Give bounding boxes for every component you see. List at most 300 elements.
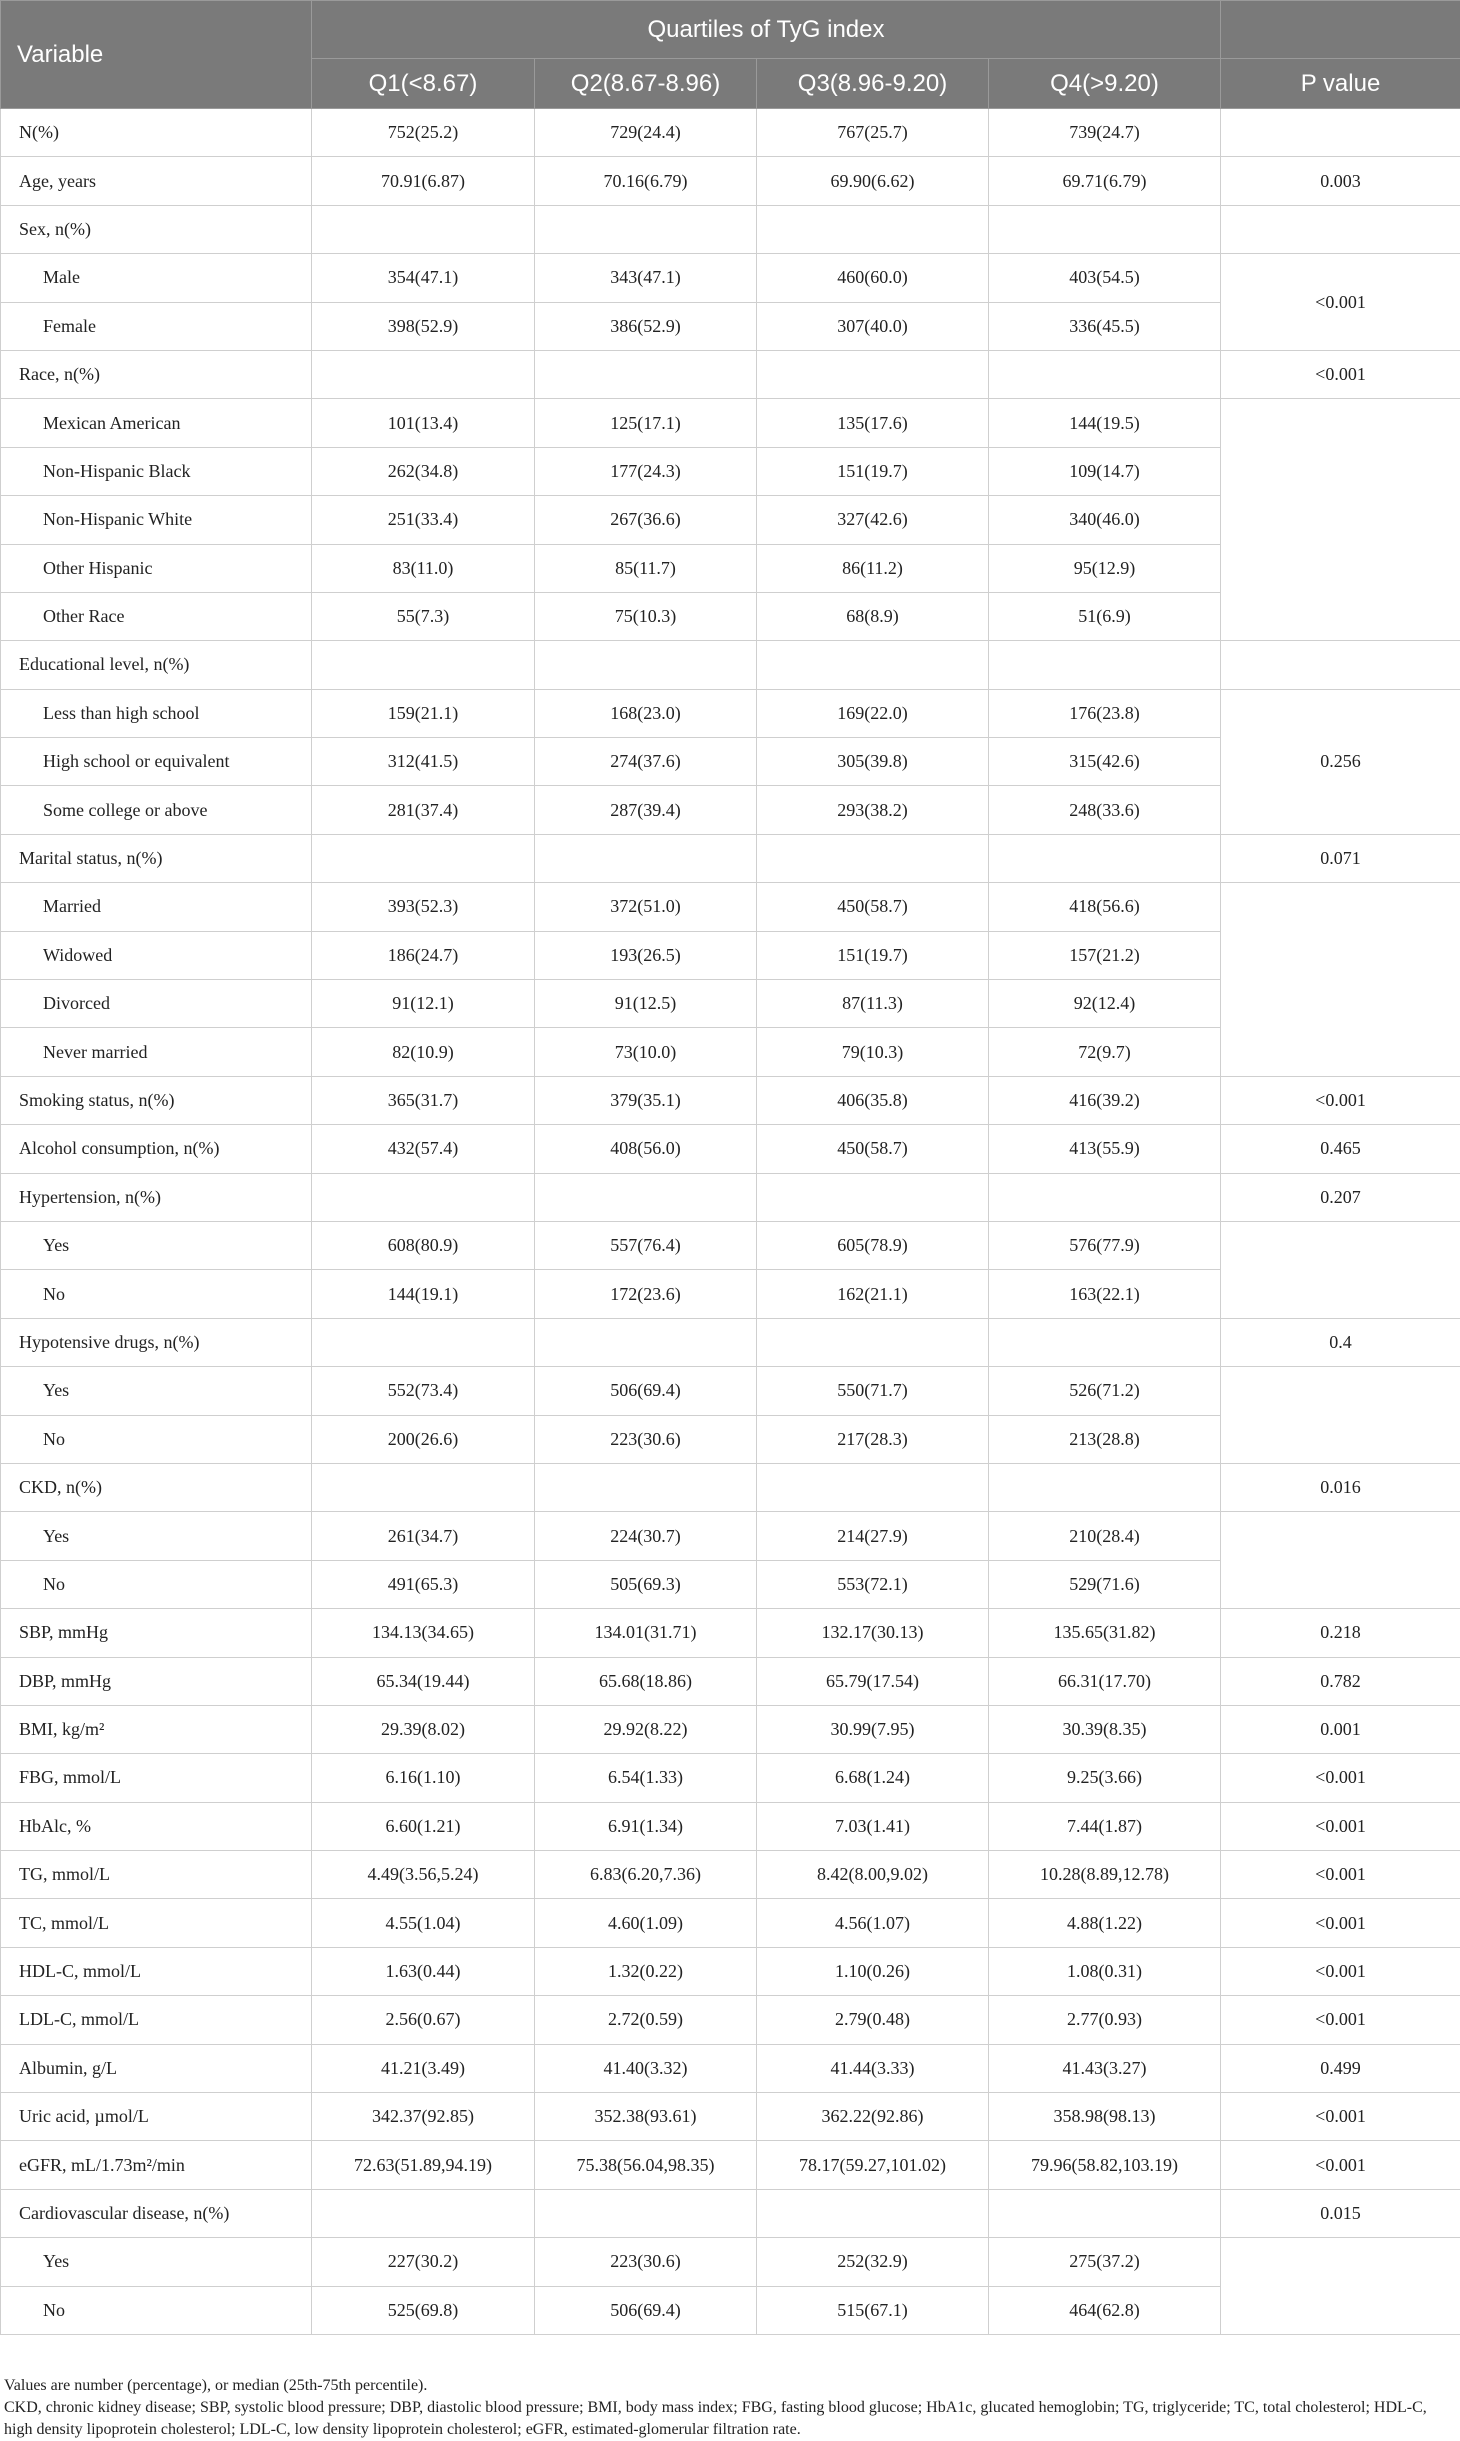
q4-cell: 413(55.9)	[989, 1125, 1221, 1173]
row-label: Mexican American	[1, 399, 312, 447]
q2-cell: 75.38(56.04,98.35)	[535, 2141, 757, 2189]
q3-cell: 78.17(59.27,101.02)	[757, 2141, 989, 2189]
row-label: Cardiovascular disease, n(%)	[1, 2189, 312, 2237]
q4-cell	[989, 834, 1221, 882]
q3-cell: 86(11.2)	[757, 544, 989, 592]
p-value-cell: <0.001	[1221, 1996, 1460, 2044]
q2-cell: 75(10.3)	[535, 592, 757, 640]
row-label: Hypertension, n(%)	[1, 1173, 312, 1221]
table-row	[1, 1802, 1460, 1850]
q4-cell: 576(77.9)	[989, 1221, 1221, 1269]
row-label: Uric acid, µmol/L	[1, 2093, 312, 2141]
q3-cell: 6.68(1.24)	[757, 1754, 989, 1802]
table-row	[1, 1512, 1460, 1560]
q2-cell: 1.32(0.22)	[535, 1947, 757, 1995]
q1-cell: 83(11.0)	[312, 544, 535, 592]
row-label: No	[1, 1560, 312, 1608]
q4-cell	[989, 1173, 1221, 1221]
q2-cell: 729(24.4)	[535, 109, 757, 157]
q3-cell: 4.56(1.07)	[757, 1899, 989, 1947]
q2-cell: 6.83(6.20,7.36)	[535, 1851, 757, 1899]
table-row	[1, 350, 1460, 398]
row-label: Yes	[1, 2238, 312, 2286]
p-value-cell: 0.003	[1221, 157, 1460, 205]
q2-cell: 506(69.4)	[535, 1367, 757, 1415]
q3-cell: 87(11.3)	[757, 980, 989, 1028]
p-value-cell: <0.001	[1221, 1754, 1460, 1802]
q2-cell	[535, 1318, 757, 1366]
q3-cell: 132.17(30.13)	[757, 1609, 989, 1657]
row-label: Female	[1, 302, 312, 350]
table-body	[1, 109, 1460, 2335]
table-row	[1, 254, 1460, 302]
p-value-cell: <0.001	[1221, 254, 1460, 351]
table-row	[1, 1754, 1460, 1802]
q3-cell: 217(28.3)	[757, 1415, 989, 1463]
row-label: Yes	[1, 1221, 312, 1269]
q1-cell: 354(47.1)	[312, 254, 535, 302]
q2-cell: 70.16(6.79)	[535, 157, 757, 205]
row-label: Less than high school	[1, 689, 312, 737]
q2-cell: 6.91(1.34)	[535, 1802, 757, 1850]
q3-cell: 460(60.0)	[757, 254, 989, 302]
q2-cell: 85(11.7)	[535, 544, 757, 592]
q4-cell: 66.31(17.70)	[989, 1657, 1221, 1705]
table-row	[1, 641, 1460, 689]
p-value-cell: <0.001	[1221, 2093, 1460, 2141]
q3-cell: 68(8.9)	[757, 592, 989, 640]
q1-cell: 55(7.3)	[312, 592, 535, 640]
table-row	[1, 1173, 1460, 1221]
row-label: TC, mmol/L	[1, 1899, 312, 1947]
q4-cell	[989, 1318, 1221, 1366]
q4-cell: 163(22.1)	[989, 1270, 1221, 1318]
table-row	[1, 1657, 1460, 1705]
q2-cell	[535, 205, 757, 253]
table-row	[1, 2141, 1460, 2189]
row-label: Other Hispanic	[1, 544, 312, 592]
row-label: High school or equivalent	[1, 738, 312, 786]
q4-cell: 9.25(3.66)	[989, 1754, 1221, 1802]
q4-cell: 340(46.0)	[989, 496, 1221, 544]
q1-header: Q1(<8.67)	[312, 59, 535, 109]
table-row	[1, 1367, 1460, 1415]
table-row	[1, 1318, 1460, 1366]
q2-cell: 274(37.6)	[535, 738, 757, 786]
table-row	[1, 109, 1460, 157]
q1-cell: 312(41.5)	[312, 738, 535, 786]
q2-header: Q2(8.67-8.96)	[535, 59, 757, 109]
q4-cell: 403(54.5)	[989, 254, 1221, 302]
p-value-cell: <0.001	[1221, 1802, 1460, 1850]
q2-cell	[535, 834, 757, 882]
q1-cell: 262(34.8)	[312, 447, 535, 495]
q4-cell: 2.77(0.93)	[989, 1996, 1221, 2044]
table-row	[1, 1221, 1460, 1269]
table-row	[1, 1851, 1460, 1899]
row-label: Marital status, n(%)	[1, 834, 312, 882]
q2-cell: 73(10.0)	[535, 1028, 757, 1076]
row-label: Smoking status, n(%)	[1, 1076, 312, 1124]
q1-cell: 281(37.4)	[312, 786, 535, 834]
q2-cell: 65.68(18.86)	[535, 1657, 757, 1705]
row-label: Alcohol consumption, n(%)	[1, 1125, 312, 1173]
p-value-cell: 0.256	[1221, 689, 1460, 834]
q3-cell: 450(58.7)	[757, 883, 989, 931]
row-label: Sex, n(%)	[1, 205, 312, 253]
row-label: HDL-C, mmol/L	[1, 1947, 312, 1995]
q1-cell: 41.21(3.49)	[312, 2044, 535, 2092]
q4-cell: 95(12.9)	[989, 544, 1221, 592]
row-label: Educational level, n(%)	[1, 641, 312, 689]
row-label: eGFR, mL/1.73m²/min	[1, 2141, 312, 2189]
q3-cell: 550(71.7)	[757, 1367, 989, 1415]
q1-cell: 29.39(8.02)	[312, 1705, 535, 1753]
q3-cell: 1.10(0.26)	[757, 1947, 989, 1995]
row-label: Race, n(%)	[1, 350, 312, 398]
q3-cell: 8.42(8.00,9.02)	[757, 1851, 989, 1899]
q1-cell: 65.34(19.44)	[312, 1657, 535, 1705]
q4-cell: 79.96(58.82,103.19)	[989, 2141, 1221, 2189]
q1-cell	[312, 2189, 535, 2237]
q3-header: Q3(8.96-9.20)	[757, 59, 989, 109]
q3-cell: 162(21.1)	[757, 1270, 989, 1318]
p-value-cell: 0.001	[1221, 1705, 1460, 1753]
p-value-cell	[1221, 883, 1460, 1077]
q1-cell: 200(26.6)	[312, 1415, 535, 1463]
q2-cell: 193(26.5)	[535, 931, 757, 979]
table-row	[1, 2044, 1460, 2092]
q1-cell	[312, 834, 535, 882]
table-row	[1, 2238, 1460, 2286]
p-value-cell	[1221, 641, 1460, 689]
row-label: Non-Hispanic Black	[1, 447, 312, 495]
q1-cell: 365(31.7)	[312, 1076, 535, 1124]
q1-cell: 4.55(1.04)	[312, 1899, 535, 1947]
p-value-cell: 0.782	[1221, 1657, 1460, 1705]
q1-cell: 608(80.9)	[312, 1221, 535, 1269]
q1-cell: 70.91(6.87)	[312, 157, 535, 205]
q4-cell: 358.98(98.13)	[989, 2093, 1221, 2141]
q2-cell	[535, 641, 757, 689]
row-label: Yes	[1, 1367, 312, 1415]
q4-cell: 51(6.9)	[989, 592, 1221, 640]
q4-cell	[989, 1463, 1221, 1511]
q2-cell: 343(47.1)	[535, 254, 757, 302]
q3-cell: 69.90(6.62)	[757, 157, 989, 205]
q4-cell: 69.71(6.79)	[989, 157, 1221, 205]
q1-cell: 552(73.4)	[312, 1367, 535, 1415]
q2-cell: 172(23.6)	[535, 1270, 757, 1318]
q2-cell: 6.54(1.33)	[535, 1754, 757, 1802]
q3-cell: 252(32.9)	[757, 2238, 989, 2286]
p-value-cell	[1221, 109, 1460, 157]
row-label: Albumin, g/L	[1, 2044, 312, 2092]
table-row	[1, 1705, 1460, 1753]
q3-cell: 293(38.2)	[757, 786, 989, 834]
q1-cell: 342.37(92.85)	[312, 2093, 535, 2141]
q1-cell: 82(10.9)	[312, 1028, 535, 1076]
q1-cell: 91(12.1)	[312, 980, 535, 1028]
q4-cell: 1.08(0.31)	[989, 1947, 1221, 1995]
row-label: CKD, n(%)	[1, 1463, 312, 1511]
q1-cell: 1.63(0.44)	[312, 1947, 535, 1995]
q4-cell: 275(37.2)	[989, 2238, 1221, 2286]
q1-cell	[312, 350, 535, 398]
q2-cell: 223(30.6)	[535, 1415, 757, 1463]
table-row	[1, 1076, 1460, 1124]
q3-cell: 362.22(92.86)	[757, 2093, 989, 2141]
q2-cell: 168(23.0)	[535, 689, 757, 737]
row-label: N(%)	[1, 109, 312, 157]
q4-cell: 109(14.7)	[989, 447, 1221, 495]
q3-cell	[757, 641, 989, 689]
q2-cell: 2.72(0.59)	[535, 1996, 757, 2044]
q2-cell: 134.01(31.71)	[535, 1609, 757, 1657]
p-value-cell	[1221, 1512, 1460, 1609]
p-value-cell: 0.499	[1221, 2044, 1460, 2092]
q1-cell: 251(33.4)	[312, 496, 535, 544]
q4-cell: 418(56.6)	[989, 883, 1221, 931]
q1-cell: 6.60(1.21)	[312, 1802, 535, 1850]
q4-cell: 315(42.6)	[989, 738, 1221, 786]
q4-cell	[989, 350, 1221, 398]
q1-cell: 525(69.8)	[312, 2286, 535, 2334]
q2-cell: 91(12.5)	[535, 980, 757, 1028]
row-label: TG, mmol/L	[1, 1851, 312, 1899]
p-value-cell	[1221, 1367, 1460, 1464]
q2-cell: 379(35.1)	[535, 1076, 757, 1124]
q2-cell	[535, 1173, 757, 1221]
q3-cell: 2.79(0.48)	[757, 1996, 989, 2044]
q2-cell: 125(17.1)	[535, 399, 757, 447]
row-label: Widowed	[1, 931, 312, 979]
q3-cell: 7.03(1.41)	[757, 1802, 989, 1850]
p-value-cell: <0.001	[1221, 1899, 1460, 1947]
row-label: Never married	[1, 1028, 312, 1076]
table-row	[1, 834, 1460, 882]
q4-cell: 144(19.5)	[989, 399, 1221, 447]
q4-header: Q4(>9.20)	[989, 59, 1221, 109]
variable-header: Variable	[1, 1, 312, 109]
q3-cell	[757, 2189, 989, 2237]
q1-cell: 72.63(51.89,94.19)	[312, 2141, 535, 2189]
q1-cell: 261(34.7)	[312, 1512, 535, 1560]
row-label: LDL-C, mmol/L	[1, 1996, 312, 2044]
q4-cell: 4.88(1.22)	[989, 1899, 1221, 1947]
row-label: HbAlc, %	[1, 1802, 312, 1850]
row-label: No	[1, 1415, 312, 1463]
q1-cell	[312, 1463, 535, 1511]
p-value-cell: <0.001	[1221, 1851, 1460, 1899]
row-label: Age, years	[1, 157, 312, 205]
q2-cell: 372(51.0)	[535, 883, 757, 931]
table-row	[1, 1899, 1460, 1947]
q4-cell: 157(21.2)	[989, 931, 1221, 979]
row-label: No	[1, 2286, 312, 2334]
p-value-cell	[1221, 399, 1460, 641]
p-value-cell	[1221, 2238, 1460, 2335]
q1-cell: 6.16(1.10)	[312, 1754, 535, 1802]
p-value-cell: <0.001	[1221, 1076, 1460, 1124]
p-value-cell	[1221, 205, 1460, 253]
row-label: Yes	[1, 1512, 312, 1560]
q2-cell	[535, 350, 757, 398]
q2-cell: 29.92(8.22)	[535, 1705, 757, 1753]
q3-cell: 65.79(17.54)	[757, 1657, 989, 1705]
q1-cell	[312, 1318, 535, 1366]
q2-cell	[535, 1463, 757, 1511]
q1-cell: 2.56(0.67)	[312, 1996, 535, 2044]
q1-cell: 393(52.3)	[312, 883, 535, 931]
q3-cell: 307(40.0)	[757, 302, 989, 350]
row-label: Divorced	[1, 980, 312, 1028]
row-label: SBP, mmHg	[1, 1609, 312, 1657]
q4-cell: 176(23.8)	[989, 689, 1221, 737]
q1-cell: 227(30.2)	[312, 2238, 535, 2286]
row-label: Male	[1, 254, 312, 302]
q3-cell: 41.44(3.33)	[757, 2044, 989, 2092]
q4-cell: 464(62.8)	[989, 2286, 1221, 2334]
footnote-values: Values are number (percentage), or median (25th-75th percentile).	[4, 2375, 1456, 2397]
q4-cell	[989, 2189, 1221, 2237]
p-value-header: P value	[1221, 59, 1460, 109]
q1-cell: 134.13(34.65)	[312, 1609, 535, 1657]
q4-cell: 30.39(8.35)	[989, 1705, 1221, 1753]
p-value-cell: <0.001	[1221, 350, 1460, 398]
q4-cell: 526(71.2)	[989, 1367, 1221, 1415]
q2-cell: 352.38(93.61)	[535, 2093, 757, 2141]
q1-cell: 159(21.1)	[312, 689, 535, 737]
q2-cell: 386(52.9)	[535, 302, 757, 350]
q3-cell: 30.99(7.95)	[757, 1705, 989, 1753]
q1-cell	[312, 205, 535, 253]
q4-cell: 213(28.8)	[989, 1415, 1221, 1463]
q4-cell: 41.43(3.27)	[989, 2044, 1221, 2092]
q4-cell: 92(12.4)	[989, 980, 1221, 1028]
q2-cell: 223(30.6)	[535, 2238, 757, 2286]
p-value-cell: 0.016	[1221, 1463, 1460, 1511]
q1-cell	[312, 1173, 535, 1221]
footnote-abbreviations: CKD, chronic kidney disease; SBP, systolic blood pressure; DBP, diastolic blood pressure; BMI, body mass index; FBG, fasting blood glucose; HbA1c, glucated hemoglobin; TG, triglyceride; TC, total cholesterol; HDL-C, high density lipoprotein cholesterol; LDL-C, low density lipoprotein cholesterol; eGFR, estimated-glomerular filtration rate.	[4, 2397, 1456, 2441]
q3-cell	[757, 1463, 989, 1511]
p-value-cell: <0.001	[1221, 2141, 1460, 2189]
q1-cell: 144(19.1)	[312, 1270, 535, 1318]
q4-cell: 72(9.7)	[989, 1028, 1221, 1076]
q3-cell: 553(72.1)	[757, 1560, 989, 1608]
q2-cell: 287(39.4)	[535, 786, 757, 834]
q4-cell: 10.28(8.89,12.78)	[989, 1851, 1221, 1899]
q3-cell: 327(42.6)	[757, 496, 989, 544]
p-value-cell: 0.4	[1221, 1318, 1460, 1366]
table-row	[1, 2093, 1460, 2141]
row-label: Some college or above	[1, 786, 312, 834]
q3-cell: 214(27.9)	[757, 1512, 989, 1560]
table-footnotes	[4, 2375, 1456, 2441]
row-label: DBP, mmHg	[1, 1657, 312, 1705]
q1-cell: 491(65.3)	[312, 1560, 535, 1608]
q3-cell	[757, 1318, 989, 1366]
row-label: BMI, kg/m²	[1, 1705, 312, 1753]
q2-cell: 224(30.7)	[535, 1512, 757, 1560]
q3-cell: 515(67.1)	[757, 2286, 989, 2334]
p-value-cell: 0.207	[1221, 1173, 1460, 1221]
p-value-cell: 0.465	[1221, 1125, 1460, 1173]
q3-cell: 450(58.7)	[757, 1125, 989, 1173]
q3-cell: 169(22.0)	[757, 689, 989, 737]
q3-cell: 79(10.3)	[757, 1028, 989, 1076]
row-label: Non-Hispanic White	[1, 496, 312, 544]
q4-cell: 135.65(31.82)	[989, 1609, 1221, 1657]
table-row	[1, 1463, 1460, 1511]
quartiles-group-header: Quartiles of TyG index	[312, 1, 1221, 59]
q3-cell	[757, 1173, 989, 1221]
q3-cell: 406(35.8)	[757, 1076, 989, 1124]
q2-cell: 408(56.0)	[535, 1125, 757, 1173]
q4-cell: 248(33.6)	[989, 786, 1221, 834]
table-row	[1, 205, 1460, 253]
q4-cell: 416(39.2)	[989, 1076, 1221, 1124]
q3-cell	[757, 834, 989, 882]
q1-cell: 752(25.2)	[312, 109, 535, 157]
row-label: FBG, mmol/L	[1, 1754, 312, 1802]
p-value-cell: <0.001	[1221, 1947, 1460, 1995]
q2-cell: 41.40(3.32)	[535, 2044, 757, 2092]
q3-cell: 605(78.9)	[757, 1221, 989, 1269]
table-row	[1, 1609, 1460, 1657]
q2-cell: 505(69.3)	[535, 1560, 757, 1608]
q1-cell: 186(24.7)	[312, 931, 535, 979]
q2-cell: 267(36.6)	[535, 496, 757, 544]
table-row	[1, 399, 1460, 447]
q3-cell: 151(19.7)	[757, 931, 989, 979]
q3-cell: 767(25.7)	[757, 109, 989, 157]
q2-cell: 4.60(1.09)	[535, 1899, 757, 1947]
q2-cell: 177(24.3)	[535, 447, 757, 495]
row-label: No	[1, 1270, 312, 1318]
table-row	[1, 157, 1460, 205]
q3-cell: 135(17.6)	[757, 399, 989, 447]
table-row	[1, 689, 1460, 737]
p-value-cell	[1221, 1221, 1460, 1318]
q4-cell: 336(45.5)	[989, 302, 1221, 350]
q2-cell: 557(76.4)	[535, 1221, 757, 1269]
q1-cell	[312, 641, 535, 689]
table-row	[1, 1125, 1460, 1173]
q1-cell: 432(57.4)	[312, 1125, 535, 1173]
table-row	[1, 883, 1460, 931]
table-row	[1, 1947, 1460, 1995]
q4-cell	[989, 205, 1221, 253]
q4-cell: 739(24.7)	[989, 109, 1221, 157]
q2-cell: 506(69.4)	[535, 2286, 757, 2334]
p-value-cell: 0.071	[1221, 834, 1460, 882]
q4-cell: 529(71.6)	[989, 1560, 1221, 1608]
p-value-header-top	[1221, 1, 1460, 59]
q1-cell: 4.49(3.56,5.24)	[312, 1851, 535, 1899]
q3-cell	[757, 350, 989, 398]
p-value-cell: 0.015	[1221, 2189, 1460, 2237]
q4-cell	[989, 641, 1221, 689]
q1-cell: 398(52.9)	[312, 302, 535, 350]
row-label: Married	[1, 883, 312, 931]
row-label: Other Race	[1, 592, 312, 640]
q4-cell: 210(28.4)	[989, 1512, 1221, 1560]
q2-cell	[535, 2189, 757, 2237]
q1-cell: 101(13.4)	[312, 399, 535, 447]
q3-cell: 305(39.8)	[757, 738, 989, 786]
q3-cell: 151(19.7)	[757, 447, 989, 495]
